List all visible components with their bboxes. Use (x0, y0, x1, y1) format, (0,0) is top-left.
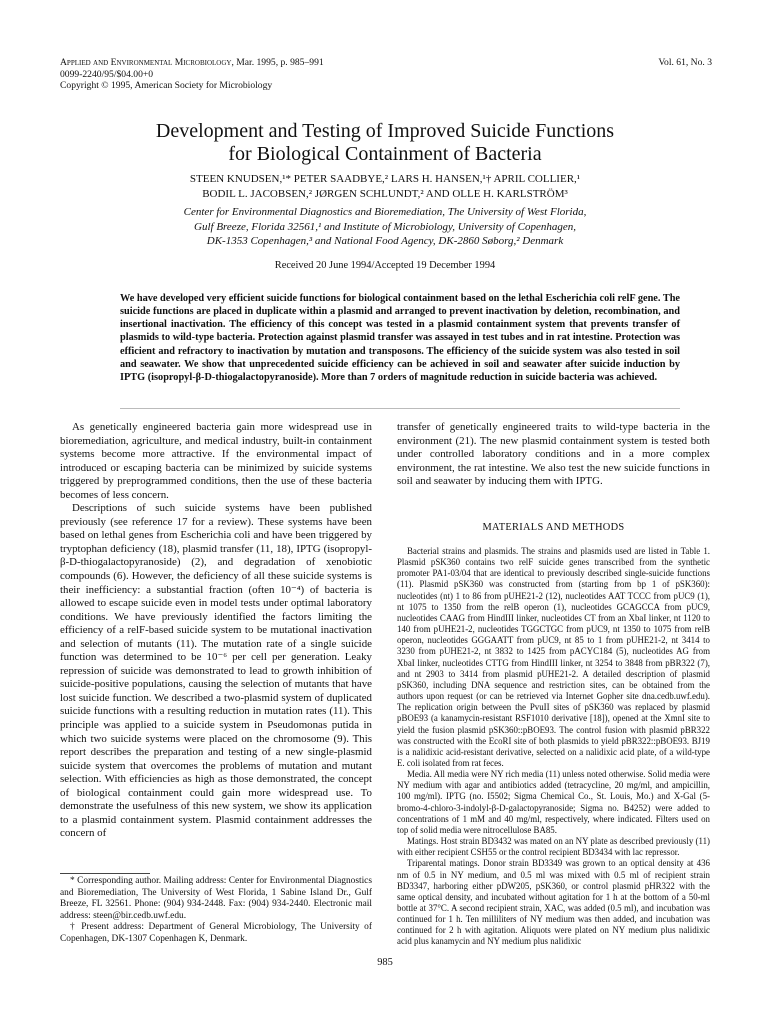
footnote-corresponding: * Corresponding author. Mailing address: Center for Environmental Diagnostics and Bioremediation, The University of West Florida, 1 Sabine Island Dr., Gulf Breeze, FL 32561. Phone: (904) 934-2448. Fax: (904) 934-2440. Electronic mail address: steen@bir.cedb.uwf.edu. (60, 876, 372, 921)
affil-line-3: DK-1353 Copenhagen,³ and National Food Agency, DK-2860 Søborg,² Denmark (206, 235, 564, 247)
abstract: We have developed very efficient suicide functions for biological containment based on the lethal Escherichia coli relF gene. The suicide functions are placed in duplicate within a plasmid and arranged to prevent inactivation by deletion, recombination, and insertional inactivation. The efficiency of this concept was tested in a plasmid containment system that prevents transfer of plasmids to wild-type bacteria. Protection against plasmid transfer was assayed in test tubes and in rat intestine. Protection was efficient and refractory to inactivation by mutation and transposons. The efficiency of the suicide system was also tested in soil and seawater. We show that unprecedented suicide efficiency can be achieved in soil and seawater after suicide induction by IPTG (isopropyl-β-D-thiogalactopyranoside). More than 7 orders of magnitude reduction in suicide bacteria was achieved. (120, 293, 680, 383)
abstract-divider (120, 408, 680, 409)
intro-continuation: transfer of genetically engineered traits to wild-type bacteria in the environment (21). The new plasmid containment system is tested both under controlled laboratory conditions and in a more complex environment, the rat intestine. We also test the new suicide functions in soil and seawater by inducing them with IPTG. (397, 421, 710, 488)
journal-name: Applied and Environmental Microbiology (60, 57, 232, 68)
affil-line-1: Center for Environmental Diagnostics and Bioremediation, The University of West Florida, (183, 206, 587, 218)
volume-info: Vol. 61, No. 3 (658, 57, 712, 68)
title-line-1: Development and Testing of Improved Suicide Functions (155, 120, 615, 142)
article-title (0, 120, 770, 166)
authors-line-1: STEEN KNUDSEN,¹* PETER SAADBYE,² LARS H. HANSEN,¹† APRIL COLLIER,¹ (189, 173, 581, 185)
right-column-intro (397, 421, 710, 489)
methods-media: Media. All media were NY rich media (11) unless noted otherwise. Solid media were NY medium with agar and antibiotics added (tetracycline, 20 mg/ml, and ampicillin, 100 mg/ml). IPTG (no. I5502; Sigma Chemical Co., St. Louis, Mo.) and X-Gal (5-bromo-4-chloro-3-indolyl-β-D-galactopyranoside; Sigma no. B4252) were added to concentrations of 1 mM and 40 mg/ml, respectively, where indicated. Filters used on top of solid media were nitrocellulose BA85. (397, 769, 710, 835)
intro-paragraph-2: Descriptions of such suicide systems have been published previously (see reference 17 for a review). These systems have been based on lethal genes from Escherichia coli and have been triggered by tryptophan deficiency (18), plasmid transfer (11, 18), IPTG (isopropyl-β-D-thiogalactopyranoside) (2), and degradation of xenobiotic compounds (6). However, the deficiency of all these suicide systems is their inefficiency: a substantial fraction (often 10⁻⁴) of bacteria is allowed to escape suicide even in model tests under optimal laboratory conditions. We have previously identified the factors limiting the efficiency of a relF-based suicide system to be mutational inactivation and selection of mutants (11). The mutation rate of a single suicide function was determined to be 10⁻⁶ per cell per generation. Leaky repression of suicide was demonstrated to lead to growth inhibition of suicide-positive populations, causing the selection of mutants that have lost suicide function. We described a two-plasmid system of duplicated suicide functions with a resulting reduction in mutation rates (11). This principle was applied to a suicide system in Pseudomonas putida in which two suicide systems were placed on the chromosome (9). This report describes the preparation and testing of a new single-plasmid suicide system that overcomes the problems of mutation and mutant selection. With efficiencies as high as those demonstrated, the concept of biological containment could gain more widespread use. To demonstrate the usefulness of this new system, we show its application to a plasmid containment system. Plasmid containment addresses the concern of (60, 502, 372, 840)
affil-line-2: Gulf Breeze, Florida 32561,¹ and Institute of Microbiology, University of Copenhagen, (194, 220, 576, 233)
left-column (60, 421, 372, 841)
page-number: 985 (377, 957, 393, 968)
author-list (60, 172, 710, 201)
footnote-present-address: † Present address: Department of General Microbiology, The University of Copenhagen, DK-1307 Copenhagen K, Denmark. (60, 922, 372, 944)
methods-triparental: Triparental matings. Donor strain BD3349 was grown to an optical density at 436 nm of 0.5 in NY medium, and 0.5 ml was mixed with 0.5 ml of recipient strain BD3347, harboring either pDW205, pSK360, or control plasmid pHR322 with the same optical density, and incubated without agitation for 1 h at the bottom of a 50-ml bottle at 37°C. A second recipient strain, XAC, was added (0.5 ml), and incubation was continued for 1 h. Ten milliliters of NY medium was then added, and incubation was continued for 2 h with agitation. Aliquots were plated on NY medium plus nalidixic acid plus kanamycin and NY medium plus nalidixic (397, 858, 710, 947)
running-header (60, 57, 510, 92)
authors-line-2: BODIL L. JACOBSEN,² JØRGEN SCHLUNDT,² AND OLLE H. KARLSTRÖM³ (202, 187, 568, 200)
section-heading: MATERIALS AND METHODS (482, 522, 625, 533)
title-line-2: for Biological Containment of Bacteria (228, 143, 542, 165)
received-dates: Received 20 June 1994/Accepted 19 December 1994 (274, 260, 496, 271)
copyright-line: Copyright © 1995, American Society for Microbiology (60, 80, 273, 91)
methods-matings: Matings. Host strain BD3432 was mated on an NY plate as described previously (11) with either recipient CSH55 or the control recipient BD3434 with lac repressor. (397, 836, 710, 858)
issn-line: 0099-2240/95/$04.00+0 (60, 68, 154, 80)
intro-paragraph-1: As genetically engineered bacteria gain more widespread use in bioremediation, agriculture, and medical industry, built-in containment systems become more attractive. If the environmental impact of introduced or escaping bacteria can be minimized by suicide systems triggered by preprogrammed conditions, then the use of these bacteria becomes of less concern. (60, 421, 372, 501)
methods-bacterial-strains: Bacterial strains and plasmids. The strains and plasmids used are listed in Table 1. Plasmid pSK360 contains two relF suicide genes transcribed from the synthetic promoter PA1-03/04 that are identical to previously described single-suicide functions (11). Plasmid pSK360 was constructed from (starting from bp 1 of pSK360): nucleotides (nt) 1 to 86 from pUHE21-2 (12), nucleotides AAT TCCC from pUC9 (1), nt 1075 to 1350 from the relB operon (1), nucleotides GCAGCCA from pUC9, nucleotides CAAG from HindIII linker, nucleotides CT from an XbaI linker, nt 1120 to 140 from pUHE21-2, nucleotides TGGCTGC from pUC9, nt 1350 to 1075 from relB operon, nucleotides GGGAATT from pUC9, nt 85 to 1 from pUHE21-2, nt 3414 to 3230 from pUHE21-2, nt 3832 to 1425 from pACYC184 (5), nucleotides AG from XbaI linker, nucleotides CTTG from HindIII linker, nt 3254 to 3848 from pBR322 (7), and nt 2903 to 3414 from plasmid pUHE21-2. A detailed description of plasmid pSK360, including DNA sequence and restriction sites, can be obtained from the authors upon request (or can be retrieved via Internet Gopher site dna.cedb.uwf.edu). The replication origin between the PvuII sites of pSK360 was replaced by plasmid pBOE93 (a kanamycin-resistant RSF1010 derivative [18]), opened at the XmnI site to yield the fusion plasmid pSK360::pBOE93. The control fusion with plasmid pBR322 was constructed with the EcoRI site of both plasmids to yield pBR322::pBOE93. BJ19 is a nalidixic acid-resistant derivative, selected on a nalidixic acid plate, of a wild-type E. coli isolated from rat feces. (397, 546, 710, 768)
affiliations (95, 205, 675, 249)
methods-text (397, 546, 710, 948)
footnotes (60, 876, 372, 946)
footnote-rule (60, 873, 150, 874)
issue-date: , Mar. 1995, p. 985–991 (231, 57, 324, 68)
